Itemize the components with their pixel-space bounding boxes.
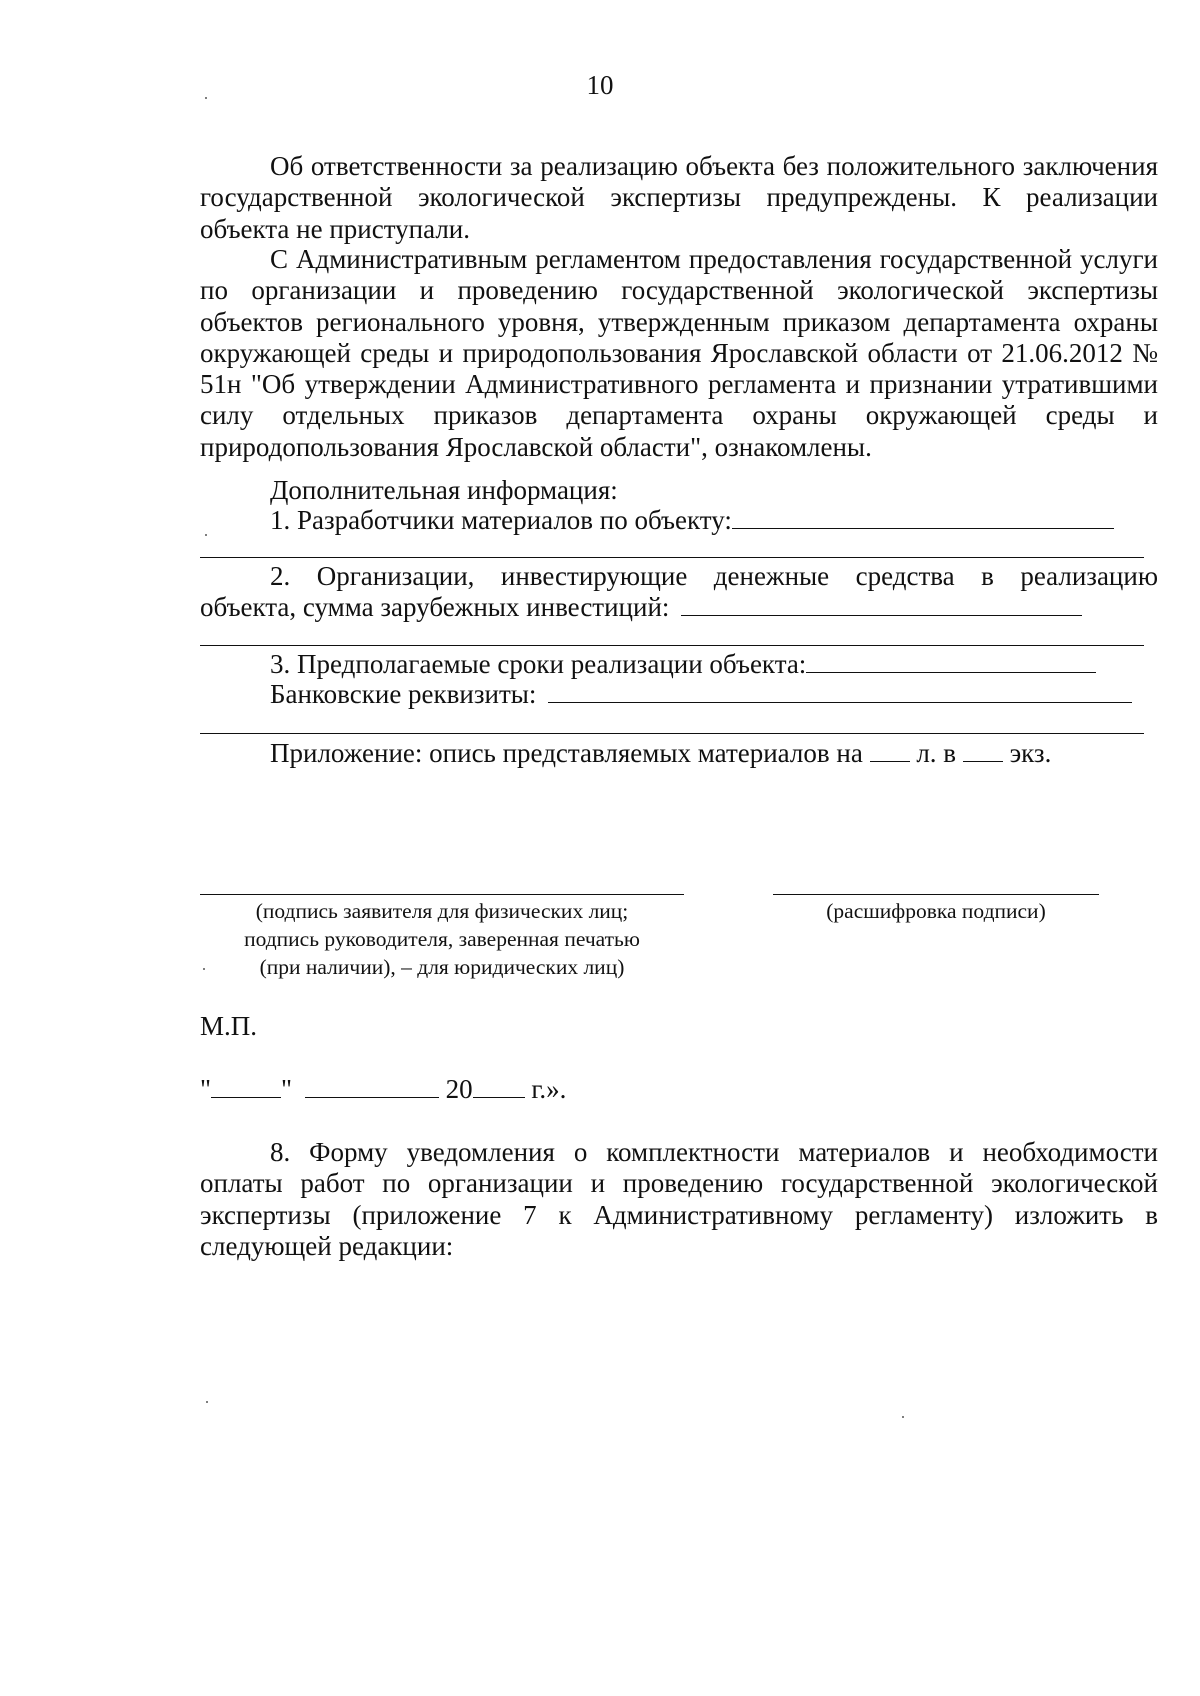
developers-field [270,505,1114,536]
section-8-block [200,1137,1158,1262]
additional-info-heading: Дополнительная информация: [270,475,618,505]
regulation-paragraph: С Административным регламентом предоставления государственной услуги по организации и проведению государственной экологической экспертизы объектов регионального уровня, утвержденным приказом департамента охраны окружающей среды и природопользования Ярославской области от 21.06.2012 № 51н "Об утверждении Административного регламента и признании утратившими силу отдельных приказов департамента охраны окружающей среды и природопользования Ярославской области", ознакомлены. [200,244,1158,462]
scan-speck [205,534,207,536]
regulation-paragraph-block [200,244,1158,463]
bank-label: Банковские реквизиты: [270,679,537,709]
date-quote-close: " [281,1074,293,1104]
responsibility-paragraph-block [200,151,1158,245]
date-line [200,1074,566,1105]
sheets-count-blank [870,760,910,762]
month-blank [305,1096,439,1098]
date-suffix: г.». [531,1074,567,1104]
year-prefix: 20 [445,1074,473,1104]
investors-continuation-line [200,645,1144,646]
bank-field [270,679,1132,710]
signature-caption-line-2: подпись руководителя, заверенная печатью [244,927,640,951]
signature-line [200,894,684,895]
developers-continuation-line [200,557,1144,558]
responsibility-paragraph: Об ответственности за реализацию объекта без положительного заключения государственной экологической экспертизы предупреждены. К реализации объекта не приступали. [200,151,1158,244]
section-8-paragraph: 8. Форму уведомления о комплектности материалов и необходимости оплаты работ по организации и проведению государственной экологической экспертизы (приложение 7 к Административному регламенту) изложить в следующей редакции: [200,1137,1158,1261]
signature-caption-line-3: (при наличии), – для юридических лиц) [259,955,625,979]
bank-continuation-line [200,733,1144,734]
terms-field [270,649,1096,680]
scan-speck [902,1416,904,1418]
signature-decoding-line [773,894,1099,895]
investors-label: объекта, сумма зарубежных инвестиций: [200,592,670,622]
attachment-line [270,738,1051,769]
year-blank [473,1096,525,1098]
attachment-prefix: Приложение: опись представляемых материалов на [270,738,863,768]
bank-blank [548,701,1132,703]
investors-line-1: 2. Организации, инвестирующие денежные средства в реализацию [270,561,1158,591]
scan-speck [205,97,207,99]
developers-label: 1. Разработчики материалов по объекту: [270,505,732,535]
investors-field [200,592,1082,623]
investors-blank [681,614,1082,616]
sheets-unit: л. в [916,738,957,768]
copies-unit: экз. [1009,738,1052,768]
page-number: 10 [586,70,614,100]
terms-blank [806,671,1096,673]
signature-decoding-caption: (расшифровка подписи) [826,899,1046,923]
developers-blank [732,527,1114,529]
day-blank [211,1096,281,1098]
signature-caption-line-1: (подпись заявителя для физических лиц; [255,899,629,923]
scan-speck [203,968,205,970]
terms-label: 3. Предполагаемые сроки реализации объекта: [270,649,807,679]
date-quote-open: " [200,1074,212,1104]
scan-speck [206,1401,208,1403]
stamp-mark: М.П. [200,1011,258,1041]
copies-count-blank [963,760,1003,762]
